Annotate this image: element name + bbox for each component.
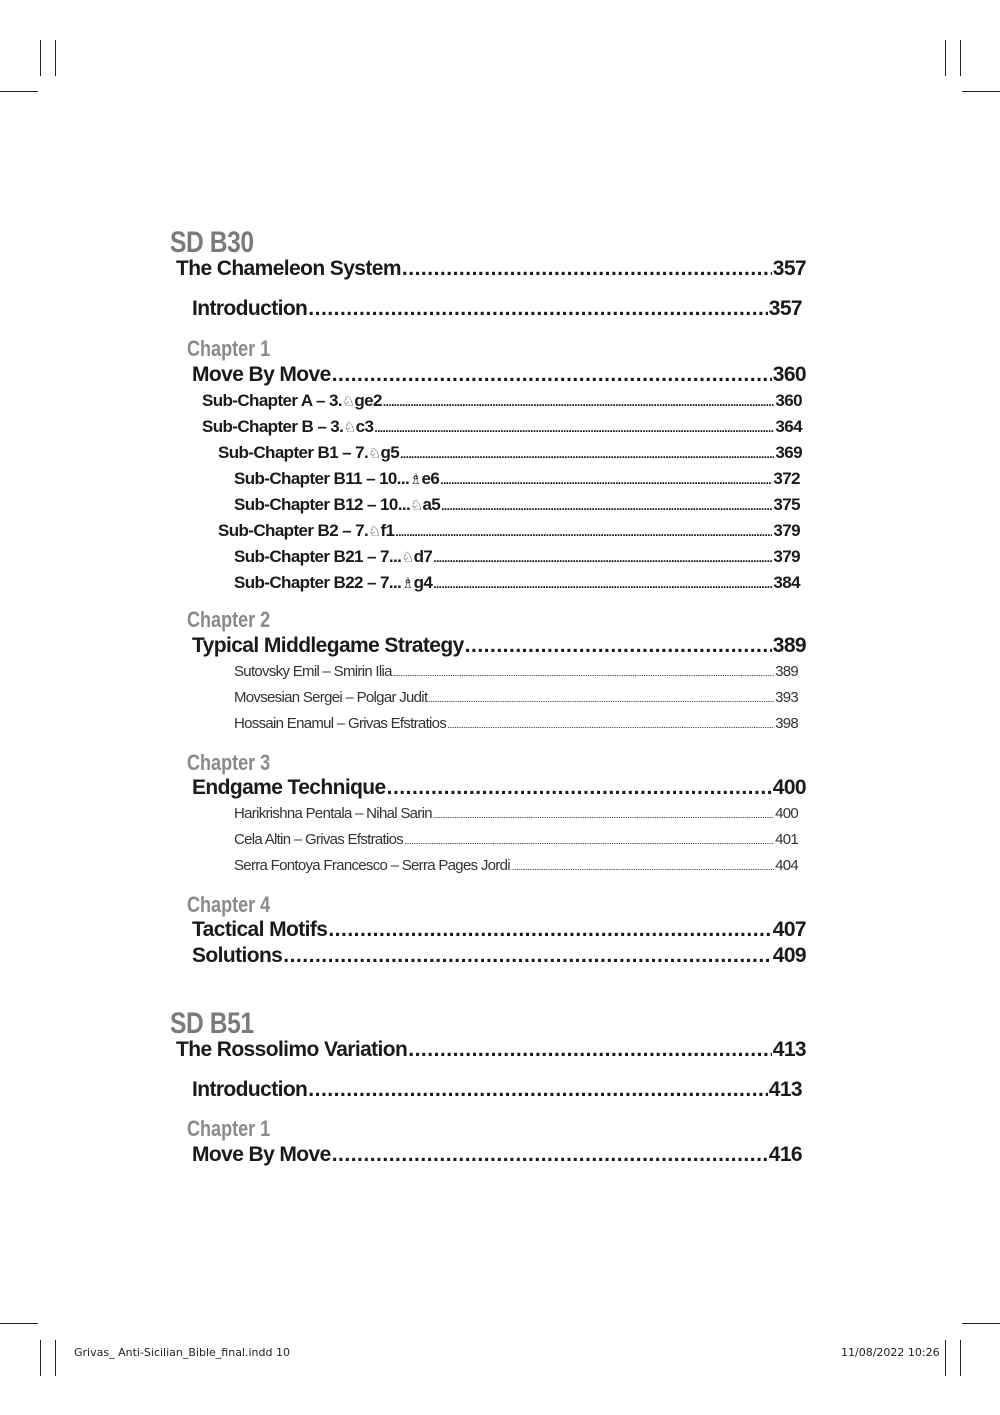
leader-dots xyxy=(447,720,774,730)
page-number: 416 xyxy=(768,1143,802,1166)
section-code: SD B51 xyxy=(170,1007,254,1040)
footer-file: Grivas_ Anti-Sicilian_Bible_final.indd 10 xyxy=(74,1346,290,1359)
leader-dots xyxy=(511,862,774,872)
toc-title: Typical Middlegame Strategy xyxy=(192,634,464,657)
leader-dots xyxy=(400,447,774,461)
crop-mark xyxy=(0,1323,38,1324)
game-label: Cela Altin – Grivas Efstratios xyxy=(234,831,404,848)
toc-subentry[interactable] xyxy=(202,391,802,411)
sub-label: Sub-Chapter B – 3. xyxy=(202,417,344,436)
toc-subentry[interactable] xyxy=(218,521,800,541)
page-number: 413 xyxy=(772,1038,806,1061)
leader-dots xyxy=(395,525,772,539)
page-number: 389 xyxy=(775,663,798,680)
toc-entry[interactable] xyxy=(192,918,806,942)
crop-mark xyxy=(40,40,41,76)
page-number: 398 xyxy=(775,715,798,732)
page-number: 360 xyxy=(772,363,806,386)
crop-mark xyxy=(0,91,38,92)
leader-dots xyxy=(465,634,772,658)
sub-square: g4 xyxy=(413,573,433,592)
toc-entry[interactable] xyxy=(192,297,802,321)
toc-game[interactable] xyxy=(234,715,798,732)
toc-subentry[interactable] xyxy=(202,417,802,437)
page-number: 375 xyxy=(773,495,800,514)
toc-entry[interactable] xyxy=(176,1038,806,1062)
toc-subentry[interactable] xyxy=(234,469,800,489)
sub-label: Sub-Chapter B12 – 10... xyxy=(234,495,411,514)
page-number: 389 xyxy=(772,634,806,657)
toc-entry[interactable] xyxy=(192,1143,802,1167)
knight-icon: ♘ xyxy=(342,394,355,410)
chapter-heading: Chapter 1 xyxy=(187,336,271,361)
toc-game[interactable] xyxy=(234,663,798,680)
knight-icon: ♘ xyxy=(401,550,414,566)
page-number: 400 xyxy=(772,776,806,799)
leader-dots xyxy=(393,668,774,678)
crop-mark xyxy=(55,40,56,76)
game-label: Movsesian Sergei – Polgar Judit xyxy=(234,689,428,706)
leader-dots xyxy=(440,473,772,487)
sub-label: Sub-Chapter B11 – 10... xyxy=(234,469,410,488)
leader-dots xyxy=(387,776,772,800)
bishop-icon: ♗ xyxy=(409,472,422,488)
page-number: 401 xyxy=(775,831,798,848)
toc-subentry[interactable] xyxy=(234,547,800,567)
page-number: 409 xyxy=(772,944,806,967)
toc-title: Solutions xyxy=(192,944,283,967)
footer-datetime: 11/08/2022 10:26 xyxy=(841,1346,940,1359)
game-label: Serra Fontoya Francesco – Serra Pages Jordi xyxy=(234,857,510,874)
sub-square: ge2 xyxy=(354,391,382,410)
toc-subentry[interactable] xyxy=(234,495,800,515)
crop-mark xyxy=(962,1323,1000,1324)
sub-label: Sub-Chapter B1 – 7. xyxy=(218,443,369,462)
crop-mark xyxy=(960,40,961,76)
leader-dots xyxy=(374,421,774,435)
leader-dots xyxy=(408,1038,772,1062)
toc-title: Endgame Technique xyxy=(192,776,386,799)
sub-label: Sub-Chapter B21 – 7... xyxy=(234,547,402,566)
knight-icon: ♘ xyxy=(368,524,381,540)
crop-mark xyxy=(945,40,946,76)
page-number: 357 xyxy=(772,257,806,280)
page-number: 369 xyxy=(775,443,802,462)
section-code: SD B30 xyxy=(170,226,254,259)
toc-entry[interactable] xyxy=(192,634,806,658)
page-number: 360 xyxy=(775,391,802,410)
leader-dots xyxy=(404,836,774,846)
chapter-heading: Chapter 2 xyxy=(187,607,271,632)
page-number: 400 xyxy=(775,805,798,822)
crop-mark xyxy=(962,91,1000,92)
leader-dots xyxy=(433,551,772,565)
toc-title: Move By Move xyxy=(192,1143,331,1166)
bishop-icon: ♗ xyxy=(401,576,414,592)
game-label: Sutovsky Emil – Smirin Ilia xyxy=(234,663,392,680)
leader-dots xyxy=(332,363,772,387)
page-number: 393 xyxy=(775,689,798,706)
toc-title: Tactical Motifs xyxy=(192,918,328,941)
chapter-heading: Chapter 3 xyxy=(187,750,271,775)
chapter-heading: Chapter 1 xyxy=(187,1116,271,1141)
page-number: 413 xyxy=(768,1078,802,1101)
leader-dots xyxy=(428,694,774,704)
knight-icon: ♘ xyxy=(343,420,356,436)
leader-dots xyxy=(308,297,767,321)
toc-subentry[interactable] xyxy=(234,573,800,593)
sub-square: f1 xyxy=(380,521,395,540)
toc-game[interactable] xyxy=(234,831,798,848)
knight-icon: ♘ xyxy=(368,446,381,462)
page-number: 379 xyxy=(773,547,800,566)
toc-game[interactable] xyxy=(234,805,798,822)
sub-square: d7 xyxy=(413,547,433,566)
toc-title: The Rossolimo Variation xyxy=(176,1038,408,1061)
leader-dots xyxy=(402,257,772,281)
leader-dots xyxy=(433,810,774,820)
toc-title: The Chameleon System xyxy=(176,257,401,280)
sub-square: g5 xyxy=(380,443,400,462)
leader-dots xyxy=(308,1078,767,1102)
page-number: 372 xyxy=(773,469,800,488)
leader-dots xyxy=(433,577,772,591)
sub-square: c3 xyxy=(355,417,374,436)
toc-title: Introduction xyxy=(192,297,308,320)
chapter-heading: Chapter 4 xyxy=(187,892,271,917)
page-number: 357 xyxy=(768,297,802,320)
page-number: 379 xyxy=(773,521,800,540)
sub-square: a5 xyxy=(422,495,441,514)
page-number: 404 xyxy=(775,857,798,874)
leader-dots xyxy=(328,918,771,942)
game-label: Hossain Enamul – Grivas Efstratios xyxy=(234,715,447,732)
page-number: 407 xyxy=(772,918,806,941)
knight-icon: ♘ xyxy=(410,498,423,514)
crop-mark xyxy=(40,1340,41,1376)
sub-label: Sub-Chapter B22 – 7... xyxy=(234,573,402,592)
leader-dots xyxy=(332,1143,768,1167)
game-label: Harikrishna Pentala – Nihal Sarin xyxy=(234,805,432,822)
toc-entry[interactable] xyxy=(192,944,806,968)
toc-entry[interactable] xyxy=(192,1078,802,1102)
toc-subentry[interactable] xyxy=(218,443,802,463)
toc-entry[interactable] xyxy=(192,776,806,800)
page-number: 384 xyxy=(773,573,800,592)
toc-title: Introduction xyxy=(192,1078,308,1101)
leader-dots xyxy=(283,944,771,968)
sub-label: Sub-Chapter B2 – 7. xyxy=(218,521,369,540)
crop-mark xyxy=(55,1340,56,1376)
crop-mark xyxy=(960,1340,961,1376)
toc-entry[interactable] xyxy=(176,257,806,281)
toc-title: Move By Move xyxy=(192,363,331,386)
toc-game[interactable] xyxy=(234,689,798,706)
sub-square: e6 xyxy=(421,469,440,488)
leader-dots xyxy=(383,395,775,409)
crop-mark xyxy=(945,1340,946,1376)
leader-dots xyxy=(441,499,772,513)
sub-label: Sub-Chapter A – 3. xyxy=(202,391,343,410)
toc-game[interactable] xyxy=(234,857,798,874)
page-number: 364 xyxy=(775,417,802,436)
toc-entry[interactable] xyxy=(192,363,806,387)
